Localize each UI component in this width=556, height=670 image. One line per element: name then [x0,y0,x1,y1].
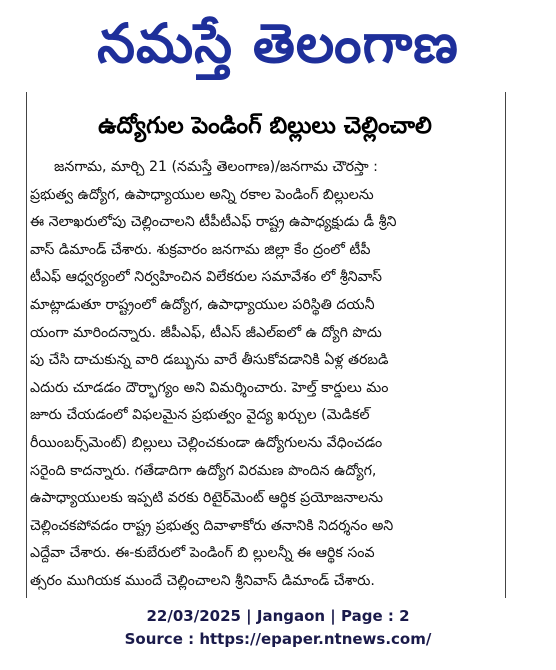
article-line: యంగా మారిందన్నారు. జీపీఎఫ్, టీఎస్ జీఎల్ఐలో ఉ ద్యోగి పొదు [30,324,382,341]
article-line: సరైంది కాదన్నారు. గతేడాదిగా ఉద్యోగ విరమణ పొందిన ఉద్యోగ, [30,462,377,479]
masthead-logo: నమస్తే తెలంగాణ [97,12,459,75]
edition-info: 22/03/2025 | Jangaon | Page : 2 [146,607,410,625]
source-link[interactable]: Source : https://epaper.ntnews.com/ [124,630,432,648]
article-line: త్సరం ముగియక ముందే చెల్లించాలని శ్రీనివాస్ డిమాండ్ చేశారు. [30,572,375,589]
clipped-previous-line [34,94,504,106]
article-line: ఎద్దేవా చేశారు. ఈ-కుబేరులో పెండింగ్ బి ల్లులన్నీ ఈ ఆర్థిక సంవ [30,545,375,562]
article-line: జూరు చేయడంలో విఫలమైన ప్రభుత్వం వైద్య ఖర్చుల (మెడికల్ [30,407,370,424]
article-line: రీయింబర్స్‌మెంట్) బిల్లులు చెల్లించకుండా ఉద్యోగులను వేధించడం [30,434,383,451]
article-line: పు చేసి దాచుకున్న వారి డబ్బును వారే తీసుకోవడానికి ఏళ్ల తరబడి [30,352,389,369]
article-line: ఎదురు చూడడం దౌర్భాగ్యం అని విమర్శించారు. హెల్త్ కార్డులు మం [30,379,389,396]
article-line: ఉపాధ్యాయులకు ఇప్పటి వరకు రిటైర్‌మెంట్ ఆర్థిక ప్రయోజనాలను [30,490,384,507]
article-line: వాస్ డిమాండ్ చేశారు. శుక్రవారం జనగామ జిల్లా కేం ద్రంలో టీపీ [30,241,371,258]
article-line: టీఎఫ్ ఆధ్వర్యంలో నిర్వహించిన విలేకరుల సమావేశం లో శ్రీనివాస్ [30,269,382,286]
article-line: ప్రభుత్వ ఉద్యోగ, ఉపాధ్యాయుల అన్ని రకాల పెండింగ్ బిల్లులను [30,186,374,203]
masthead [0,0,556,88]
article-headline: ఉద్యోగుల పెండింగ్ బిల్లులు చెల్లించాలి [98,113,432,139]
article-body [30,154,500,596]
article-line: చెల్లించకపోవడం రాష్ట్ర ప్రభుత్వ దివాళాకోరు తనానికి నిదర్శనం అని [30,517,394,534]
article-line: జనగామ, మార్చి 21 (నమస్తే తెలంగాణ)/జనగామ చౌరస్తా : [54,159,378,175]
article-line: ఈ నెలాఖరులోపు చెల్లించాలని టీపీటీఎఫ్ రాష్ట్ర ఉపాధ్యక్షుడు డీ శ్రీని [30,214,397,231]
article-line: మాట్లాడుతూ రాష్ట్రంలో ఉద్యోగ, ఉపాధ్యాయుల పరిస్థితి దయనీ [30,296,375,313]
